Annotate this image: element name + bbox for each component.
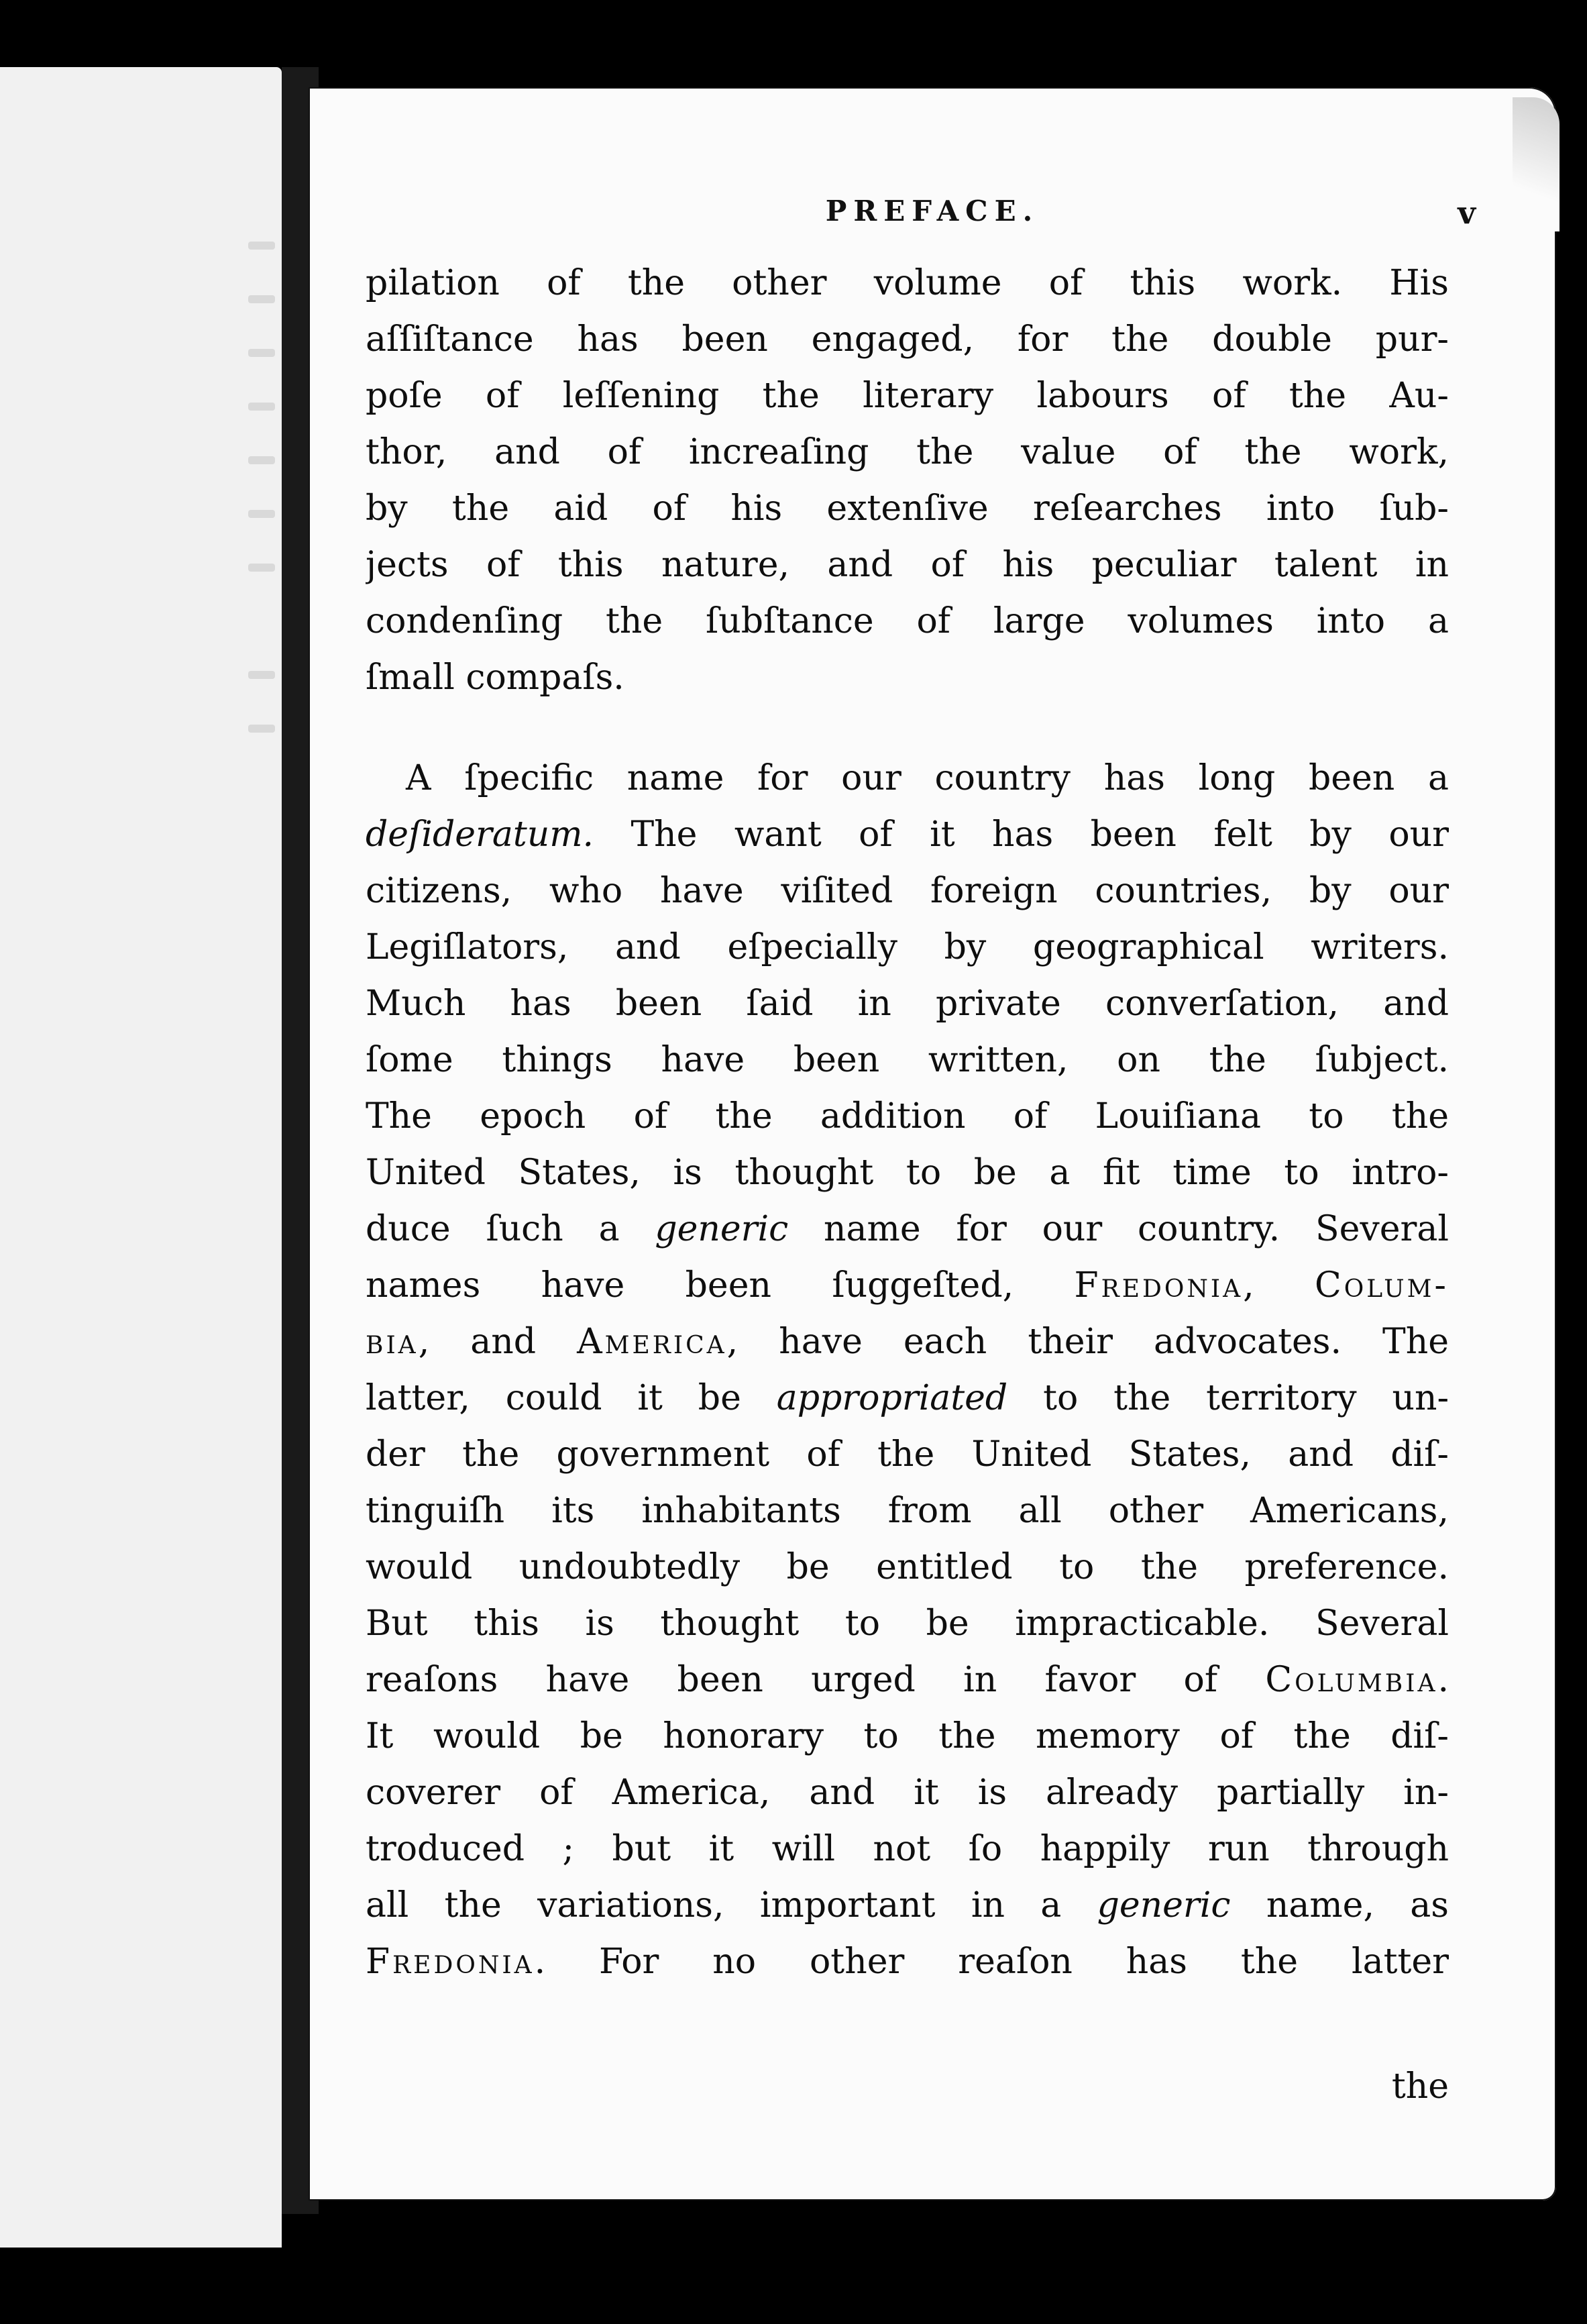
text-run: . For no other reaſon has the latter: [534, 1942, 1449, 1982]
text-run: to the territory un-: [1007, 1378, 1449, 1418]
text-run: , and: [418, 1322, 578, 1362]
text-run: The want of it has been felt by our: [594, 814, 1449, 855]
paragraph-2: [366, 750, 1449, 1990]
text-line: tinguiſh its inhabitants from all other Americans,: [366, 1491, 1449, 1531]
text-run: reaſons have been urged in favor of: [366, 1660, 1266, 1700]
text-line: But this is thought to be impracticable. Several: [366, 1603, 1449, 1644]
text-run: name for our country. Several: [788, 1209, 1449, 1249]
text-line: ſome things have been written, on the ſubject.: [366, 1040, 1449, 1080]
book-page: [309, 87, 1556, 2201]
text-line: [366, 1652, 1449, 1708]
text-line: der the government of the United States, and diſ-: [366, 1434, 1449, 1475]
text-run: name, as: [1230, 1885, 1449, 1925]
bleed-mark: [248, 510, 275, 518]
text-line: It would be honorary to the memory of the diſ-: [366, 1716, 1449, 1756]
text-line: aſſiſtance has been engaged, for the double pur-: [366, 319, 1449, 360]
small-caps-name: Fredonia: [1074, 1265, 1244, 1306]
text-line: United States, is thought to be a fit time to intro-: [366, 1153, 1449, 1193]
text-line: troduced ; but it will not ſo happily run through: [366, 1829, 1449, 1869]
text-line: Much has been ſaid in private converſation, and: [366, 984, 1449, 1024]
text-line: [366, 806, 1449, 863]
text-line: ſmall compaſs.: [366, 657, 624, 698]
text-line: would undoubtedly be entitled to the preference.: [366, 1547, 1449, 1587]
facing-page: [0, 67, 282, 2248]
text-run: , have each their advocates. The: [726, 1322, 1449, 1362]
catchword: the: [1391, 2066, 1449, 2107]
bleed-mark: [248, 295, 275, 303]
bleed-mark: [248, 671, 275, 679]
text-line: [366, 1370, 1449, 1426]
text-line: [366, 1314, 1449, 1370]
text-line: condenſing the ſubſtance of large volumes into a: [366, 601, 1449, 641]
paragraph-1: [366, 255, 1449, 706]
bleed-mark: [248, 403, 275, 411]
text-line: A ſpecific name for our country has long been a: [406, 758, 1449, 798]
small-caps-name: Fredonia: [366, 1942, 535, 1982]
text-run: names have been ſuggeſted,: [366, 1265, 1075, 1306]
running-head: PREFACE.: [825, 195, 1040, 227]
text-line: thor, and of increaſing the value of the work,: [366, 432, 1449, 472]
bleed-mark: [248, 242, 275, 250]
text-line: The epoch of the addition of Louiſiana to the: [366, 1096, 1449, 1137]
text-run: all the variations, important in a: [366, 1885, 1097, 1925]
italic-term: generic: [655, 1209, 789, 1249]
italic-term: appropriated: [776, 1378, 1008, 1418]
body-text: [366, 255, 1449, 1990]
italic-term: generic: [1097, 1885, 1231, 1925]
page-header: [309, 195, 1556, 248]
text-run: duce ſuch a: [366, 1209, 655, 1249]
small-caps-name: Colum-: [1314, 1265, 1449, 1306]
bleed-mark: [248, 349, 275, 357]
text-run: latter, could it be: [366, 1378, 777, 1418]
bleed-mark: [248, 456, 275, 464]
italic-term: deſideratum.: [366, 814, 594, 855]
text-run: .: [1437, 1660, 1449, 1700]
text-run: ,: [1243, 1265, 1315, 1306]
text-line: [366, 1257, 1449, 1314]
small-caps-name: Columbia: [1265, 1660, 1438, 1700]
text-line: jects of this nature, and of his peculiar talent in: [366, 545, 1449, 585]
text-line: poſe of leſſening the literary labours of the Au-: [366, 376, 1449, 416]
text-line: coverer of America, and it is already partially in-: [366, 1773, 1449, 1813]
text-line: pilation of the other volume of this work. His: [366, 263, 1449, 303]
paragraph-gap: [366, 706, 1449, 750]
text-line: by the aid of his extenſive reſearches into ſub-: [366, 488, 1449, 529]
text-line: [366, 1877, 1449, 1934]
text-line: [366, 1201, 1449, 1257]
page-number: v: [1458, 195, 1476, 231]
text-line: Legiſlators, and eſpecially by geographical writers.: [366, 927, 1449, 967]
bleed-mark: [248, 564, 275, 572]
small-caps-name: bia: [366, 1322, 419, 1362]
text-line: [366, 1934, 1449, 1990]
bleed-mark: [248, 725, 275, 733]
text-line: citizens, who have viſited foreign countries, by our: [366, 871, 1449, 911]
small-caps-name: America: [577, 1322, 727, 1362]
